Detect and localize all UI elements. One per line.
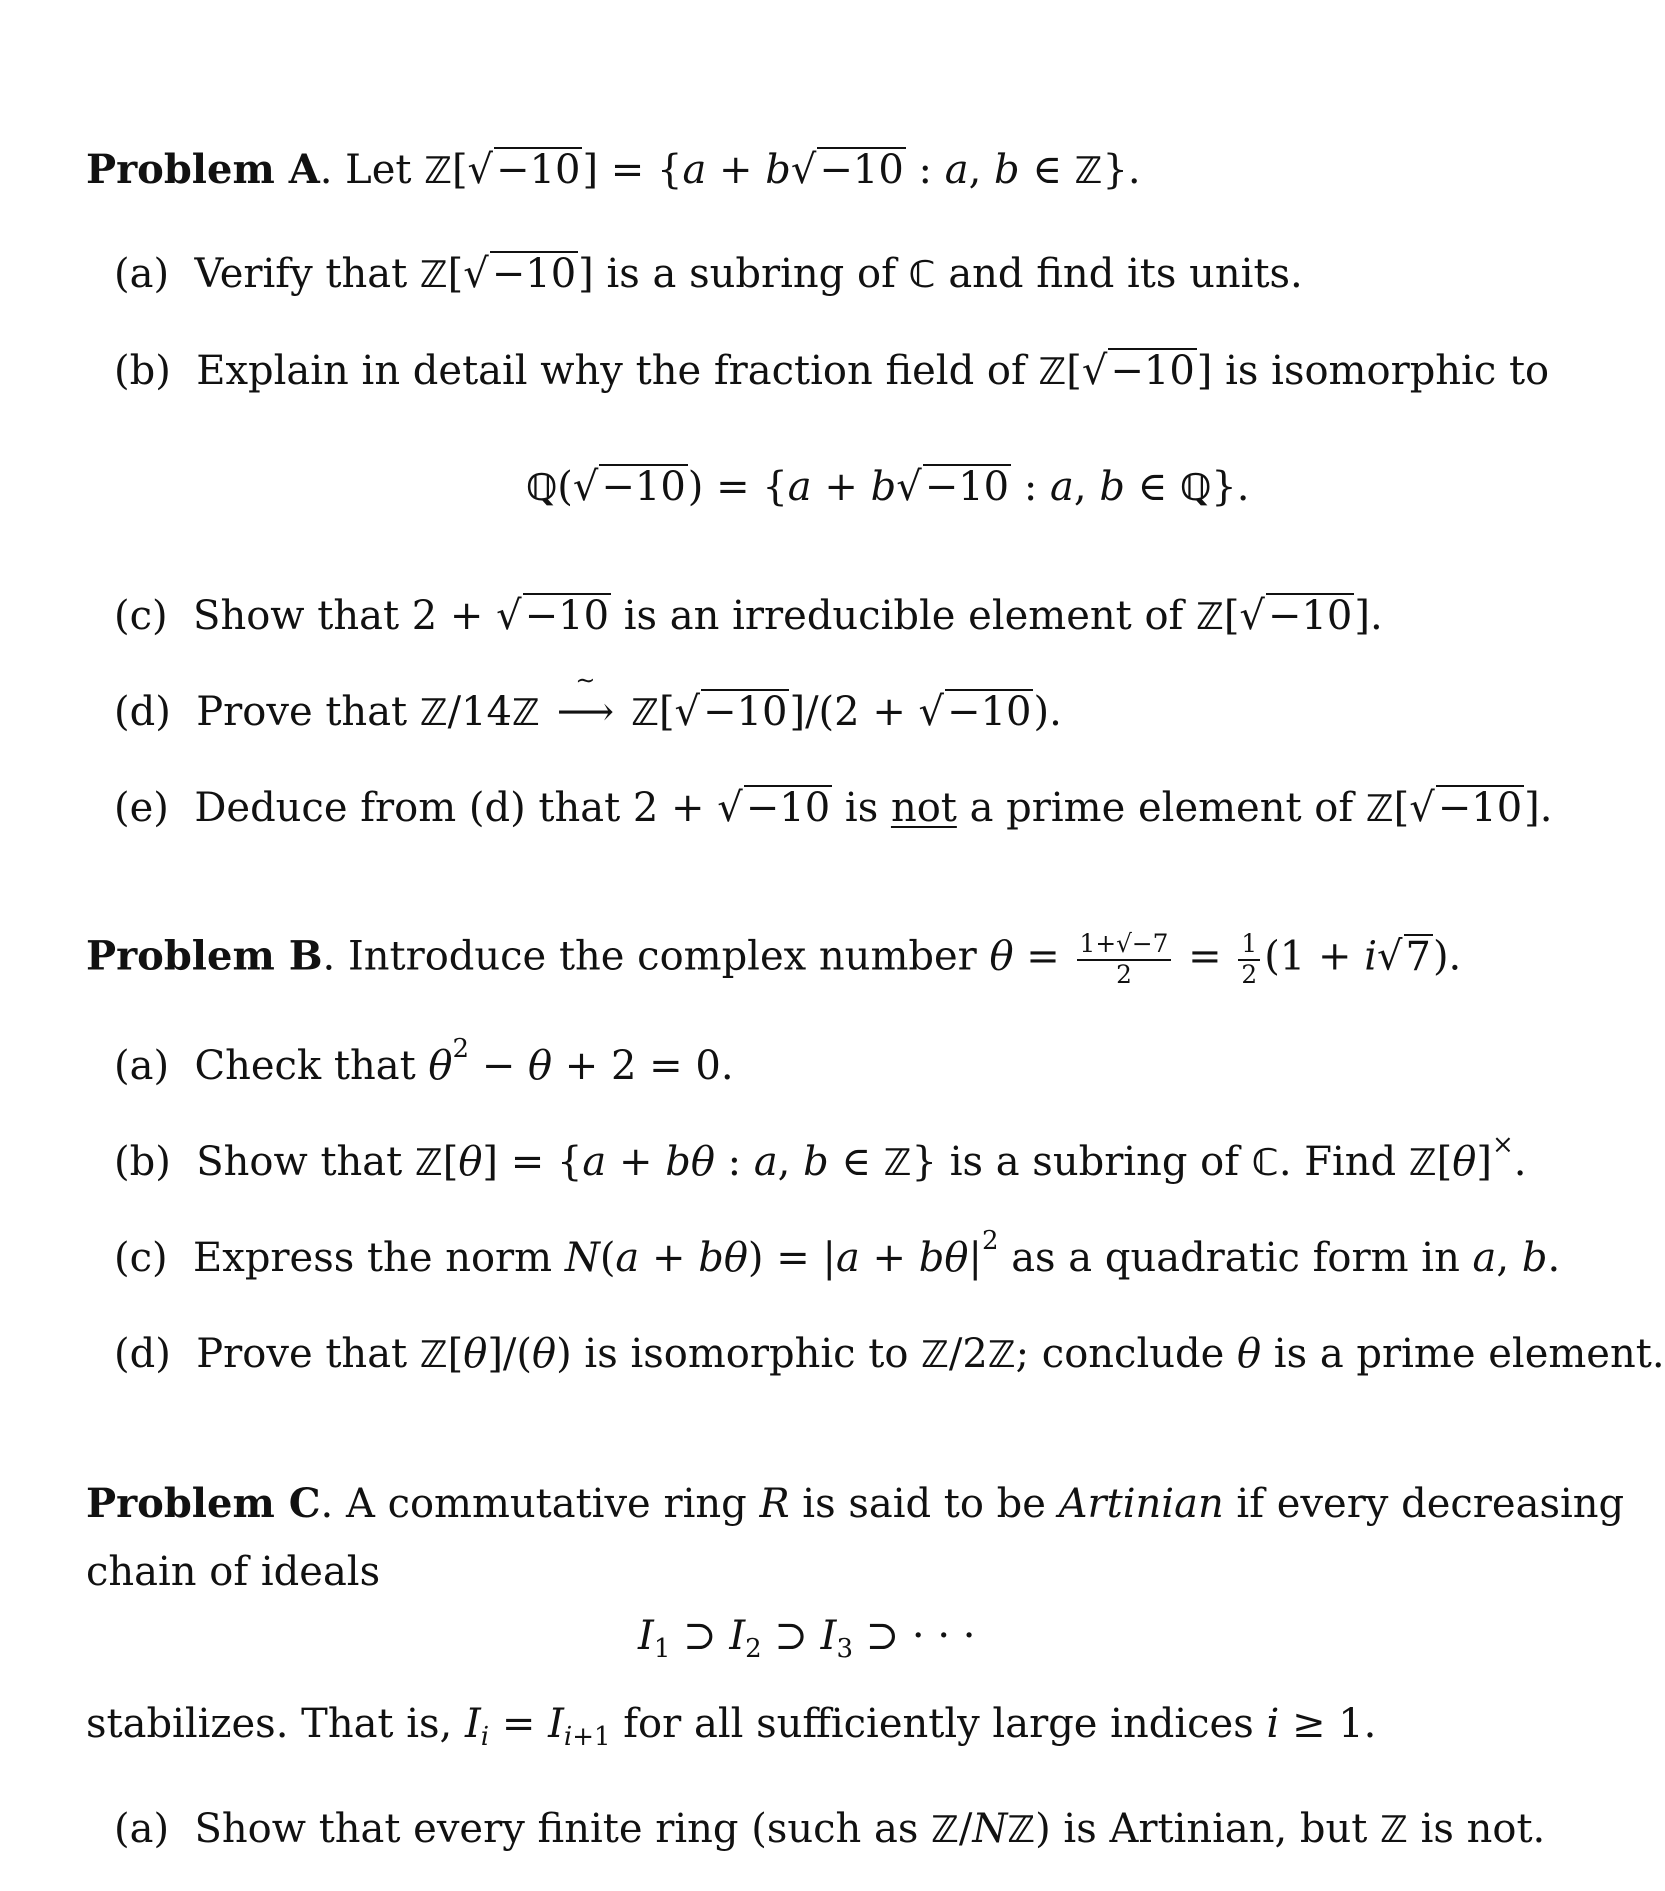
problem-b-heading: Problem B [86, 932, 323, 980]
part-label: (d) [114, 1331, 171, 1377]
problem-c-display-chain: $I_1$ ⊃ $I_2$ ⊃ $I_3$ ⊃ · · · [638, 1613, 976, 1664]
problem-b-statement: Problem B. Introduce the complex number θ = $\frac{1+√-7}{2}$ = $\frac{1}{2}$ (1 + i√7). [86, 929, 1462, 989]
part-label: (b) [114, 1139, 171, 1185]
part-label: (a) [114, 251, 170, 297]
problem-c-heading: Problem C [86, 1480, 321, 1527]
part-label: (c) [114, 1235, 168, 1281]
problem-a-part-e: (e) Deduce from (d) that 2 + √−10 is not a prime element of ℤ[√−10]. [114, 785, 1553, 831]
part-label: (a) [114, 1043, 170, 1089]
problem-a-statement: Problem A. Let ℤ[√−10] = {a + b√−10 : a, b ∈ ℤ}. [86, 146, 1141, 193]
problem-b-part-b: (b) Show that ℤ[θ] = {a + bθ : a, b ∈ ℤ} is a subring of ℂ. Find ℤ[θ]×. [114, 1129, 1527, 1185]
problem-a-display-equation: ℚ(√−10) = {a + b√−10 : a, b ∈ ℚ}. [526, 464, 1250, 510]
problem-a-part-a: (a) Verify that ℤ[√−10] is a subring of ℂ and find its units. [114, 251, 1303, 297]
part-label: (d) [114, 689, 171, 735]
problem-c-part-a: (a) Show that every finite ring (such as ℤ/Nℤ) is Artinian, but ℤ is not. [114, 1806, 1546, 1852]
problem-a-part-d: (d) Prove that ℤ/14ℤ ∼ ⟶ ℤ[√−10]/(2 + √−10). [114, 666, 1062, 735]
part-label: (e) [114, 785, 169, 831]
part-label: (b) [114, 348, 171, 394]
problem-c-statement-line-1: Problem C. A commutative ring R is said to be Artinian if every decreasing [86, 1480, 1625, 1527]
problem-b-part-a: (a) Check that $\theta^2 - \theta + 2 = 0$. [114, 1033, 734, 1089]
problem-a-part-b: (b) Explain in detail why the fraction field of ℤ[√−10] is isomorphic to [114, 348, 1550, 394]
problem-c-statement-line-3: stabilizes. That is, $I_i = I_{i+1}$ for all sufficiently large indices i ≥ 1. [86, 1701, 1377, 1752]
part-label: (a) [114, 1806, 170, 1852]
problem-b-part-c: (c) Express the norm $N(a + b\theta) = |a + b\theta|^2$ as a quadratic form in a, b. [114, 1225, 1561, 1281]
part-label: (c) [114, 593, 168, 639]
problem-a-part-c: (c) Show that 2 + √−10 is an irreducible element of ℤ[√−10]. [114, 593, 1383, 639]
problem-a-heading: Problem A [86, 146, 320, 193]
problem-b-part-d: (d) Prove that ℤ[θ]/(θ) is isomorphic to ℤ/2ℤ; conclude θ is a prime element. [114, 1331, 1665, 1377]
problem-c-statement-line-2: chain of ideals [86, 1549, 381, 1595]
